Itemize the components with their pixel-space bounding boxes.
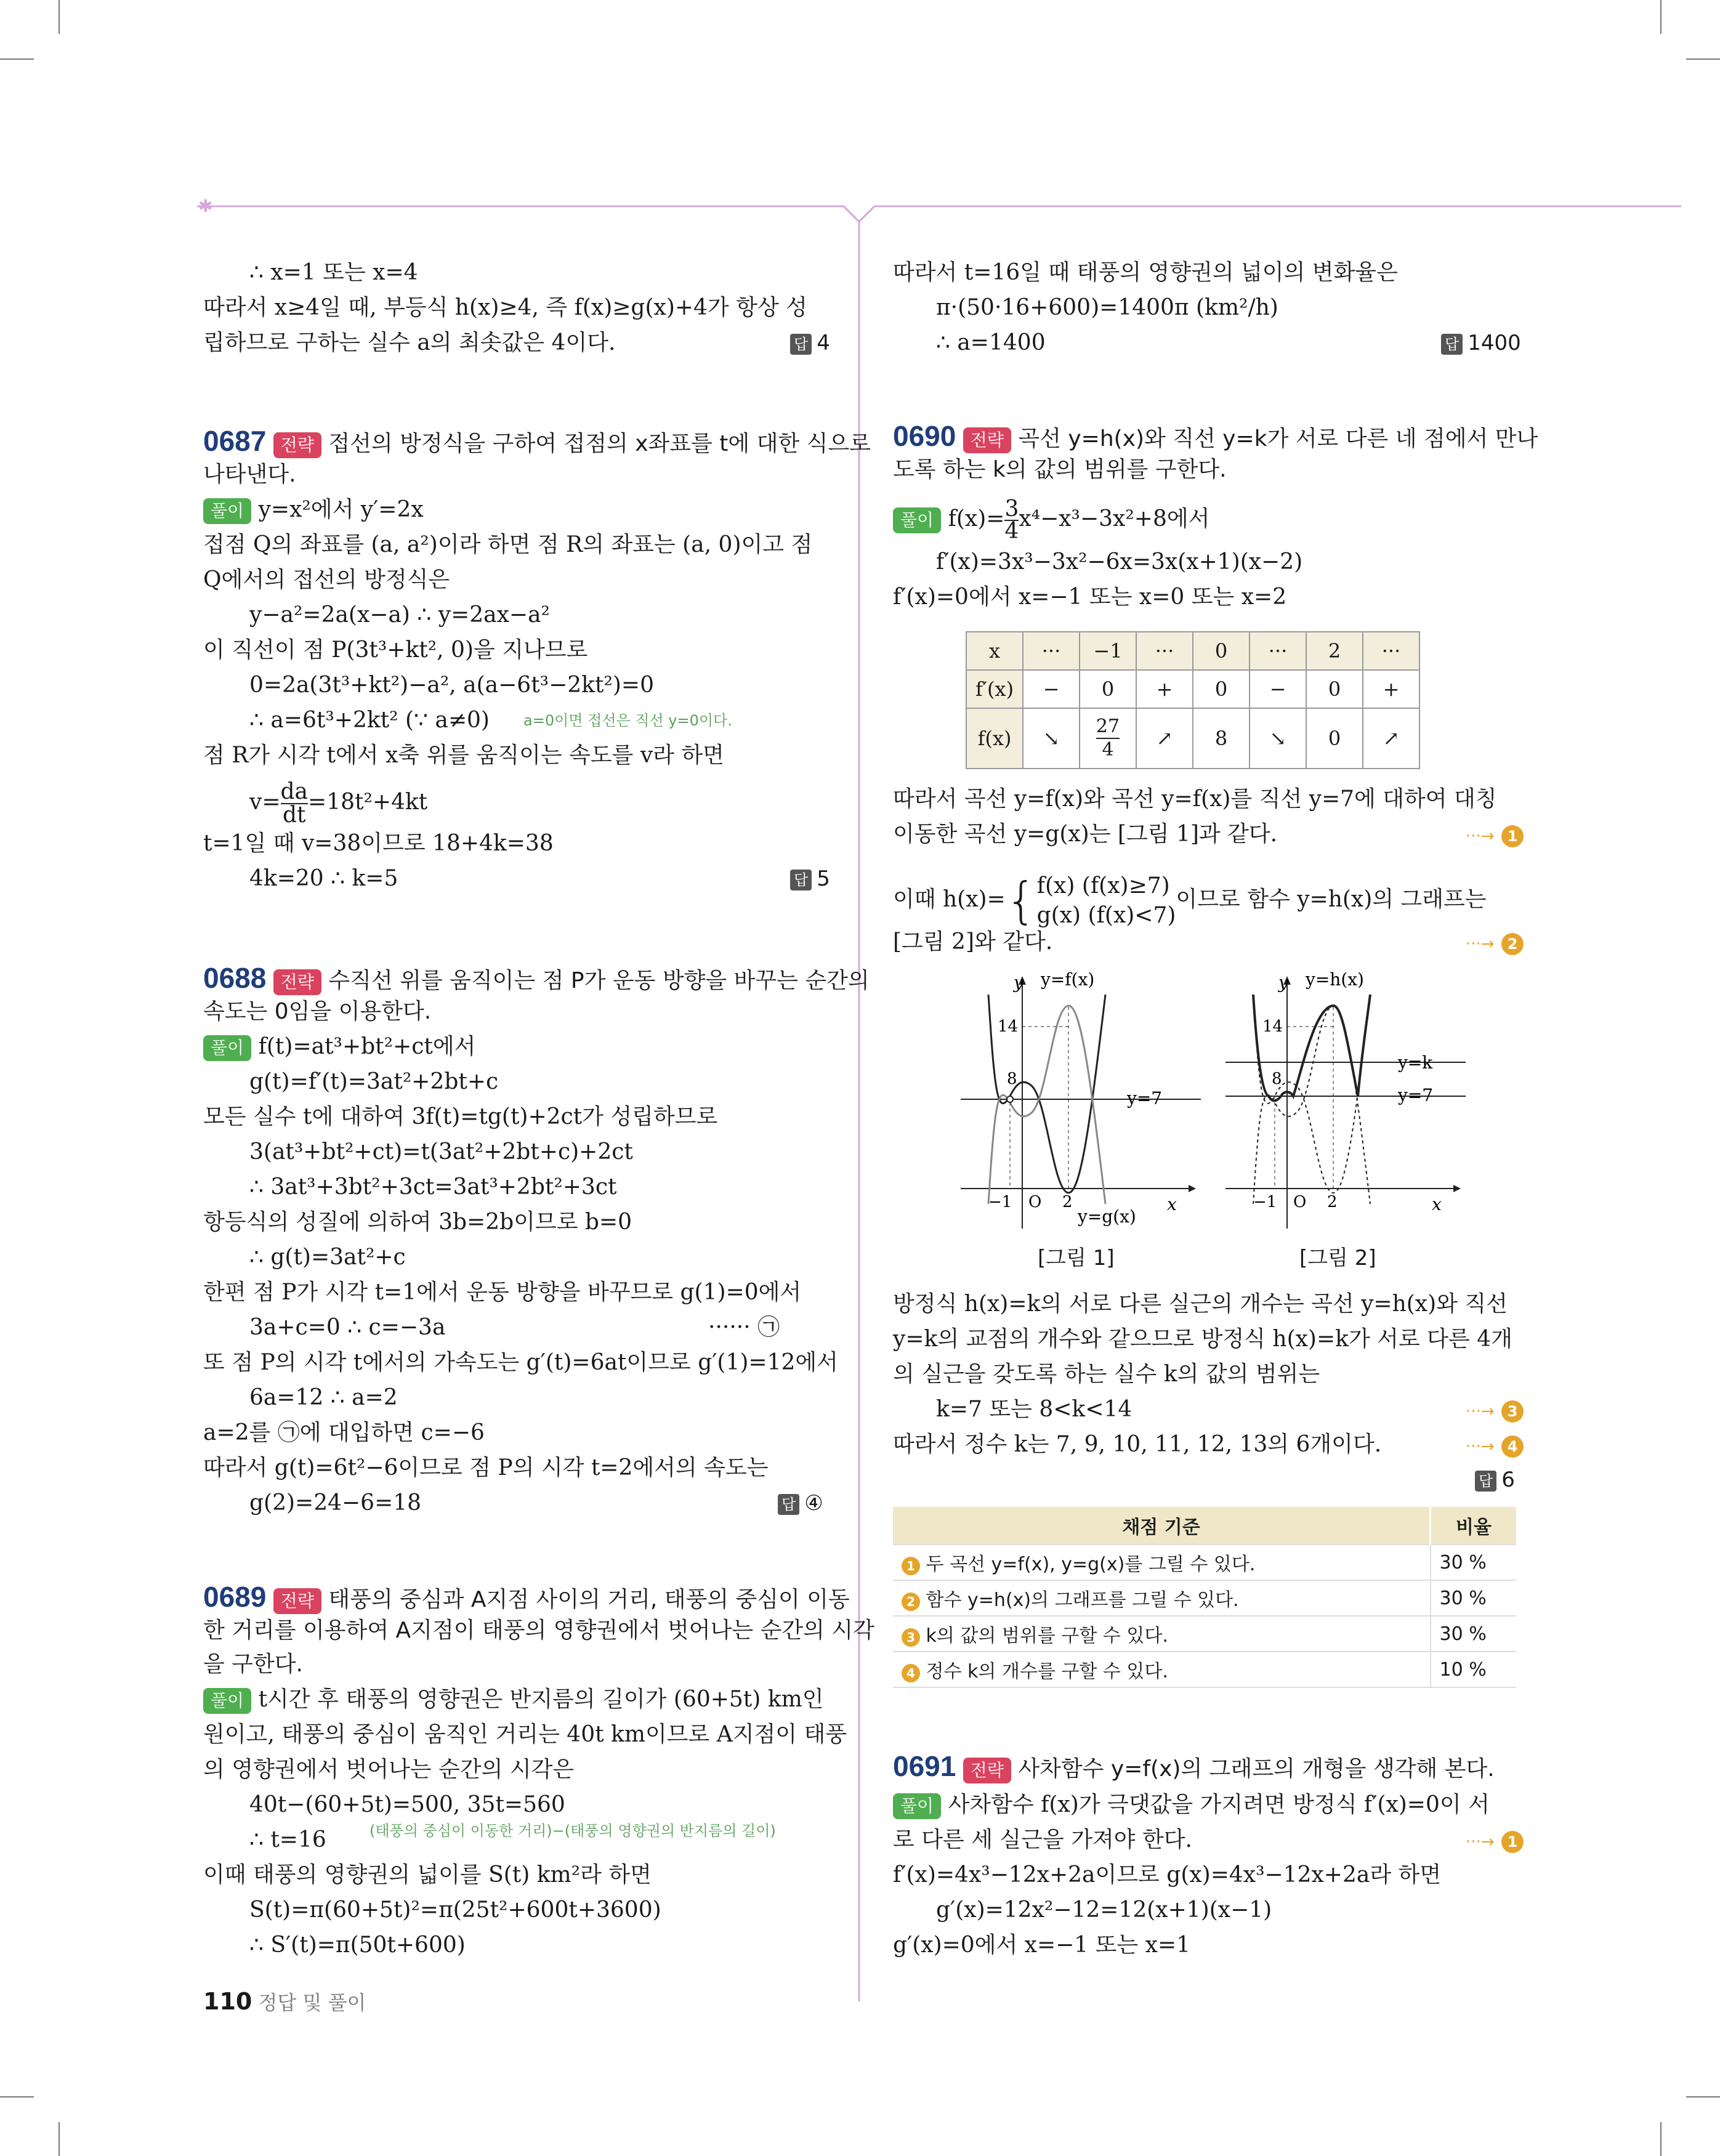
table-cell: $\frac{27}{4}$	[1080, 708, 1136, 769]
table-cell: 8	[1193, 708, 1250, 769]
axis-label: y=f(x)	[1041, 970, 1095, 990]
table-cell: 10 %	[1431, 1652, 1517, 1687]
tick-label: O	[1293, 1193, 1307, 1211]
solution-line: [그림 2]와 같다.	[893, 929, 1053, 955]
question-number: 0691	[893, 1750, 956, 1782]
solution-line: 40t−(60+5t)=500, 35t=560	[249, 1792, 565, 1817]
question-number: 0689	[203, 1581, 267, 1613]
axis-label: x	[1167, 1194, 1177, 1214]
tick-label: 8	[1007, 1070, 1017, 1088]
table-cell: ↘	[1023, 708, 1080, 769]
table-cell: −1	[1080, 632, 1136, 670]
page-number: 110	[203, 1988, 252, 2015]
solution-line: 또 점 P의 시각 t에서의 가속도는 g′(t)=6at이므로 g′(1)=12에서	[203, 1350, 838, 1375]
solution-line: 풀이 f(x)= $\frac{3}{4}$ x⁴−x³−3x²+8에서	[893, 499, 1209, 542]
solution-line: 의 영향권에서 벗어나는 순간의 시각은	[203, 1757, 575, 1782]
table-cell: 0	[1080, 670, 1136, 708]
answer: 답 5	[790, 862, 830, 896]
solution-line: 4k=20 ∴ k=5	[249, 866, 398, 891]
solution-tag: 풀이	[203, 498, 251, 524]
solution-line: 3(at³+bt²+ct)=t(3at²+2bt+c)+2ct	[249, 1139, 633, 1165]
answer-icon: 답	[1475, 1471, 1496, 1492]
line-label: y=7	[1398, 1085, 1434, 1105]
crop-mark	[59, 2122, 60, 2156]
solution-line: 풀이 y=x²에서 y′=2x	[203, 493, 424, 527]
scoring-mark: ···→ 1	[1466, 1823, 1524, 1859]
solution-line: 따라서 곡선 y=f(x)와 곡선 y=f(x)를 직선 y=7에 대하여 대칭	[893, 786, 1497, 812]
solution-tag: 풀이	[893, 1793, 941, 1819]
svg-text:✱: ✱	[198, 196, 213, 216]
solution-line: 풀이 t시간 후 태풍의 영향권은 반지름의 길이가 (60+5t) km인	[203, 1682, 824, 1717]
solution-line: 이때 태풍의 영향권의 넓이를 S(t) km²라 하면	[203, 1862, 652, 1888]
solution-line: 따라서 정수 k는 7, 9, 10, 11, 12, 13의 6개이다.	[893, 1432, 1382, 1457]
table-cell: ↗	[1363, 708, 1419, 769]
table-row	[893, 1652, 1516, 1687]
solution-line: g(t)=f′(t)=3at²+2bt+c	[249, 1069, 499, 1094]
axis-label: y	[1278, 972, 1288, 993]
solution-line: ∴ g(t)=3at²+c	[249, 1245, 406, 1270]
solution-line: 모든 실수 t에 대하여 3f(t)=tg(t)+2ct가 성립하므로	[203, 1104, 718, 1129]
strategy-tag: 전략	[273, 1588, 321, 1614]
strategy-tag: 전략	[963, 427, 1011, 453]
solution-tag: 풀이	[203, 1035, 251, 1061]
line-label: y=k	[1398, 1052, 1433, 1073]
solution-line: ∴ t=16	[249, 1827, 326, 1852]
column-header: 채점 기준	[893, 1507, 1431, 1544]
table-cell: x	[966, 632, 1023, 670]
solution-line: 이동한 곡선 y=g(x)는 [그림 1]과 같다.	[893, 822, 1278, 847]
table-cell: ↘	[1250, 708, 1306, 769]
question-header-0687	[203, 424, 871, 461]
question-header-0691	[893, 1749, 1495, 1787]
table-cell: 0	[1193, 670, 1250, 708]
tick-label: −1	[988, 1193, 1012, 1211]
table-row	[893, 1580, 1516, 1616]
table-cell: 2 함수 y=h(x)의 그래프를 그릴 수 있다.	[893, 1580, 1431, 1616]
graph-figure-1	[955, 970, 1201, 1241]
solution-line: 한편 점 P가 시각 t=1에서 운동 방향을 바꾸므로 g(1)=0에서	[203, 1280, 802, 1305]
tick-label: 14	[998, 1017, 1019, 1036]
table-cell: ···	[1363, 632, 1419, 670]
solution-line: 원이고, 태풍의 중심이 움직인 거리는 40t km이므로 A지점이 태풍	[203, 1722, 847, 1747]
solution-line: 6a=12 ∴ a=2	[249, 1385, 398, 1410]
solution-tag: 풀이	[203, 1688, 251, 1714]
text-line: ∴ a=1400	[936, 330, 1046, 355]
strategy-text: 속도는 0임을 이용한다.	[203, 999, 432, 1024]
tick-label: 2	[1327, 1193, 1338, 1211]
tick-label: 2	[1062, 1193, 1073, 1211]
solution-line: 접점 Q의 좌표를 (a, a²)이라 하면 점 R의 좌표는 (a, 0)이고 점	[203, 532, 813, 557]
table-cell: 1 두 곡선 y=f(x), y=g(x)를 그릴 수 있다.	[893, 1544, 1431, 1580]
strategy-tag: 전략	[963, 1758, 1011, 1783]
table-cell: 30 %	[1431, 1616, 1517, 1652]
curve-h	[1253, 995, 1370, 1101]
scoring-table	[893, 1507, 1516, 1688]
strategy-text: 도록 하는 k의 값의 범위를 구한다.	[893, 457, 1227, 482]
solution-line: k=7 또는 8<k<14	[936, 1397, 1133, 1422]
question-number: 0687	[203, 425, 267, 457]
table-cell: f′(x)	[966, 670, 1023, 708]
solution-line: 의 실근을 갖도록 하는 실수 k의 값의 범위는	[893, 1362, 1320, 1387]
page-footer	[203, 1984, 366, 2020]
text-line: 따라서 t=16일 때 태풍의 영향권의 넓이의 변화율은	[893, 260, 1398, 285]
table-cell: ···	[1023, 632, 1080, 670]
strategy-text: 접선의 방정식을 구하여 접점의 x좌표를 t에 대한 식으로	[328, 431, 871, 456]
question-number: 0690	[893, 420, 956, 452]
answer-icon: 답	[790, 870, 812, 890]
solution-tag: 풀이	[893, 507, 941, 533]
solution-line: a=2를 ㉠에 대입하면 c=−6	[203, 1420, 485, 1445]
answer: 답 4	[790, 326, 830, 360]
solution-line: 이때 h(x)={ f(x) (f(x)≥7) g(x) (f(x)<7) 이므로 함수 y=h(x)의 그래프는	[893, 872, 1487, 929]
table-cell: ↗	[1136, 708, 1193, 769]
curve-label: y=h(x)	[1306, 970, 1364, 990]
text-line: 따라서 x≥4일 때, 부등식 h(x)≥4, 즉 f(x)≥g(x)+4가 항상 성	[203, 295, 807, 320]
table-row	[893, 1616, 1516, 1652]
table-cell: ···	[1250, 632, 1306, 670]
solution-line: 따라서 g(t)=6t²−6이므로 점 P의 시각 t=2에서의 속도는	[203, 1455, 769, 1480]
strategy-text: 수직선 위를 움직이는 점 P가 운동 방향을 바꾸는 순간의	[328, 968, 870, 993]
table-cell: 0	[1306, 708, 1363, 769]
strategy-text: 사차함수 y=f(x)의 그래프의 개형을 생각해 본다.	[1018, 1756, 1495, 1782]
answer-icon: 답	[790, 334, 812, 355]
solution-line: t=1일 때 v=38이므로 18+4k=38	[203, 831, 554, 856]
scoring-mark: ···→ 2	[1466, 925, 1524, 961]
table-cell: −	[1250, 670, 1306, 708]
table-cell: 4 정수 k의 개수를 구할 수 있다.	[893, 1652, 1431, 1687]
table-cell: ···	[1136, 632, 1193, 670]
strategy-text: 태풍의 중심과 A지점 사이의 거리, 태풍의 중심이 이동	[328, 1587, 850, 1612]
question-header-0690	[893, 419, 1538, 456]
solution-line: v= $\frac{da}{dt}$ =18t²+4kt	[249, 779, 428, 828]
figure-caption: [그림 2]	[1299, 1246, 1376, 1270]
axis-label: y	[1014, 972, 1024, 993]
table-cell: −	[1023, 670, 1080, 708]
axis-label: x	[1432, 1194, 1442, 1214]
solution-line: 항등식의 성질에 의하여 3b=2b이므로 b=0	[203, 1209, 632, 1235]
side-note: a=0이면 접선은 직선 y=0이다.	[523, 712, 732, 729]
solution-line: f′(x)=4x³−12x+2a이므로 g(x)=4x³−12x+2a라 하면	[893, 1862, 1442, 1888]
answer-icon: 답	[778, 1494, 799, 1515]
scoring-mark: ···→ 3	[1466, 1392, 1524, 1429]
table-row	[893, 1544, 1516, 1580]
scoring-mark: ···→ 4	[1466, 1427, 1524, 1464]
tick-label: 14	[1262, 1017, 1283, 1036]
variation-table	[966, 631, 1420, 769]
strategy-text: 을 구한다.	[203, 1652, 303, 1677]
solution-line: ∴ a=6t³+2kt² (∵ a≠0)	[249, 708, 490, 733]
solution-line: f′(x)=0에서 x=−1 또는 x=0 또는 x=2	[893, 584, 1287, 610]
solution-line: y=k의 교점의 개수와 같으므로 방정식 h(x)=k가 서로 다른 4개	[893, 1326, 1512, 1352]
table-cell: 2	[1306, 632, 1363, 670]
solution-line: f′(x)=3x³−3x²−6x=3x(x+1)(x−2)	[936, 549, 1303, 575]
solution-line: y−a²=2a(x−a) ∴ y=2ax−a²	[249, 602, 550, 628]
solution-line: g′(x)=12x²−12=12(x+1)(x−1)	[936, 1897, 1272, 1923]
solution-line: 이 직선이 점 P(3t³+kt², 0)을 지나므로	[203, 637, 588, 663]
table-cell: f(x)	[966, 708, 1023, 769]
strategy-text: 한 거리를 이용하여 A지점이 태풍의 영향권에서 벗어나는 순간의 시각	[203, 1618, 874, 1643]
table-cell: +	[1363, 670, 1419, 708]
side-note: (태풍의 중심이 이동한 거리)−(태풍의 영향권의 반지름의 길이)	[369, 1822, 776, 1839]
table-cell: 0	[1193, 632, 1250, 670]
scoring-mark: ···→ 1	[1466, 817, 1524, 854]
text-line: 립하므로 구하는 실수 a의 최솟값은 4이다.	[203, 330, 616, 355]
table-row	[966, 670, 1419, 708]
text-line: ∴ x=1 또는 x=4	[249, 260, 418, 285]
solution-line: ∴ S′(t)=π(50t+600)	[249, 1932, 466, 1958]
crop-mark	[1660, 2122, 1661, 2156]
table-cell: 30 %	[1431, 1544, 1517, 1580]
strategy-tag: 전략	[273, 969, 321, 995]
table-cell: 30 %	[1431, 1580, 1517, 1616]
table-cell: 3 k의 값의 범위를 구할 수 있다.	[893, 1616, 1431, 1652]
table-cell: 0	[1306, 670, 1363, 708]
answer: 답 ④	[778, 1486, 823, 1520]
strategy-text: 곡선 y=h(x)와 직선 y=k가 서로 다른 네 점에서 만나	[1018, 426, 1538, 451]
line-label: y=7	[1127, 1088, 1163, 1108]
column-header: 비율	[1431, 1507, 1517, 1544]
question-number: 0688	[203, 962, 267, 994]
solution-line: S(t)=π(60+5t)²=π(25t²+600t+3600)	[249, 1897, 661, 1923]
crop-mark	[0, 2096, 34, 2097]
graph-figure-2	[1219, 970, 1466, 1241]
table-row	[966, 708, 1419, 769]
curve-label: y=g(x)	[1078, 1206, 1136, 1227]
strategy-text: 나타낸다.	[203, 462, 296, 487]
table-header-row	[893, 1507, 1516, 1544]
table-cell: +	[1136, 670, 1193, 708]
answer-icon: 답	[1441, 334, 1463, 355]
tick-label: −1	[1253, 1193, 1277, 1211]
tick-label: 8	[1272, 1070, 1282, 1088]
solution-line: 0=2a(3t³+kt²)−a², a(a−6t³−2kt²)=0	[249, 672, 654, 698]
book-title: 정답 및 풀이	[258, 1991, 366, 2014]
solution-line: 방정식 h(x)=k의 서로 다른 실근의 개수는 곡선 y=h(x)와 직선	[893, 1291, 1508, 1317]
figure-caption: [그림 1]	[1038, 1246, 1115, 1270]
question-header-0689	[203, 1580, 850, 1617]
equation-mark: ······ ㉠	[708, 1315, 780, 1340]
solution-line: 풀이 f(t)=at³+bt²+ct에서	[203, 1030, 475, 1064]
crop-mark	[1686, 2096, 1720, 2097]
solution-line: 로 다른 세 실근을 가져야 한다.	[893, 1827, 1192, 1852]
solution-line: 3a+c=0 ∴ c=−3a	[249, 1315, 446, 1340]
solution-line: 풀이 사차함수 f(x)가 극댓값을 가지려면 방정식 f′(x)=0이 서	[893, 1788, 1490, 1822]
tick-label: O	[1028, 1193, 1042, 1211]
answer: 답 6	[1475, 1463, 1515, 1497]
solution-line: 점 R가 시각 t에서 x축 위를 움직이는 속도를 v라 하면	[203, 743, 724, 768]
solution-line: Q에서의 접선의 방정식은	[203, 567, 450, 592]
answer: 답 1400	[1441, 326, 1521, 360]
solution-line: g′(x)=0에서 x=−1 또는 x=1	[893, 1932, 1191, 1958]
text-line: π·(50·16+600)=1400π (km²/h)	[936, 295, 1278, 320]
strategy-tag: 전략	[273, 432, 321, 458]
solution-line: ∴ 3at³+3bt²+3ct=3at³+2bt²+3ct	[249, 1174, 617, 1200]
solution-line: g(2)=24−6=18	[249, 1490, 422, 1516]
question-header-0688	[203, 961, 870, 998]
table-row	[966, 632, 1419, 670]
